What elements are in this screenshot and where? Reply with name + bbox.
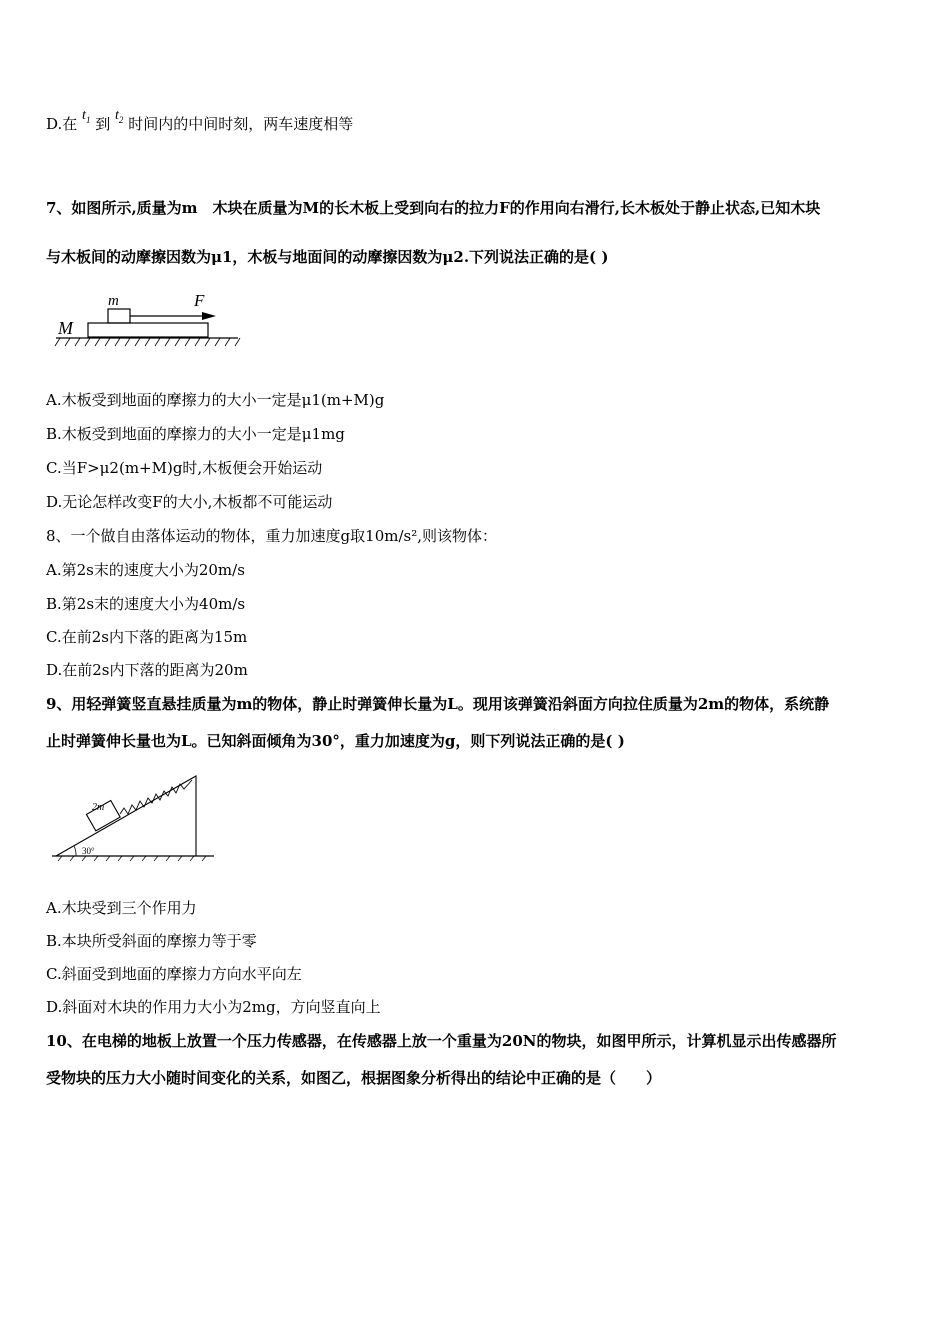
t1-symbol: $t_1$ bbox=[82, 108, 91, 125]
q7-figure-block-on-board bbox=[52, 290, 244, 352]
q9-stem-line1: 9、用轻弹簧竖直悬挂质量为m的物体，静止时弹簧伸长量为L。现用该弹簧沿斜面方向拉住质量为2m的物体，系统静 bbox=[46, 695, 830, 713]
q9-option-d: D.斜面对木块的作用力大小为2mg，方向竖直向上 bbox=[46, 998, 381, 1016]
angle-arc bbox=[74, 846, 76, 856]
spring bbox=[120, 780, 192, 814]
q10-stem-line1: 10、在电梯的地板上放置一个压力传感器，在传感器上放一个重量为20N的物块，如图甲所示，计算机显示出传感器所 bbox=[46, 1032, 837, 1050]
label-2m: 2m bbox=[92, 802, 105, 813]
label-M: M bbox=[58, 318, 73, 338]
q8-option-c: C.在前2s内下落的距离为15m bbox=[46, 628, 248, 646]
q7-option-d: D.无论怎样改变F的大小,木板都不可能运动 bbox=[46, 493, 333, 511]
q9-option-a: A.木块受到三个作用力 bbox=[46, 899, 197, 917]
q6-option-d: D.在 $t_1$ 到 $t_2$ 时间内的中间时刻，两车速度相等 bbox=[46, 108, 354, 133]
ground-hatching bbox=[55, 338, 240, 346]
board-M bbox=[88, 323, 208, 337]
incline-ground-hatching bbox=[58, 856, 206, 861]
q10-stem-line2: 受物块的压力大小随时间变化的关系，如图乙，根据图象分析得出的结论中正确的是（ ） bbox=[46, 1069, 662, 1087]
q8-stem: 8、一个做自由落体运动的物体，重力加速度g取10m/s²,则该物体： bbox=[46, 527, 497, 545]
label-m: m bbox=[108, 293, 119, 309]
q9-figure-incline-spring bbox=[52, 770, 216, 862]
force-arrowhead bbox=[202, 312, 216, 320]
block-m bbox=[108, 309, 130, 323]
q9-stem-line2: 止时弹簧伸长量也为L。已知斜面倾角为30°，重力加速度为g，则下列说法正确的是( ) bbox=[46, 732, 625, 750]
q9-option-b: B.本块所受斜面的摩擦力等于零 bbox=[46, 932, 257, 950]
q9-option-c: C.斜面受到地面的摩擦力方向水平向左 bbox=[46, 965, 302, 983]
q8-option-d: D.在前2s内下落的距离为20m bbox=[46, 661, 248, 679]
q8-option-a: A.第2s末的速度大小为20m/s bbox=[46, 561, 245, 579]
q7-option-b: B.木板受到地面的摩擦力的大小一定是μ1mg bbox=[46, 425, 345, 443]
q7-option-a: A.木板受到地面的摩擦力的大小一定是μ1(m+M)g bbox=[46, 391, 385, 409]
q7-option-c: C.当F>μ2(m+M)g时,木板便会开始运动 bbox=[46, 459, 323, 477]
q7-stem-line2: 与木板间的动摩擦因数为μ1，木板与地面间的动摩擦因数为μ2.下列说法正确的是( ) bbox=[46, 248, 609, 266]
label-30deg: 30° bbox=[82, 846, 95, 856]
label-F: F bbox=[194, 291, 205, 310]
t2-symbol: $t_2$ bbox=[115, 108, 124, 125]
q8-option-b: B.第2s末的速度大小为40m/s bbox=[46, 595, 246, 613]
q7-stem-line1: 7、如图所示,质量为m 木块在质量为M的长木板上受到向右的拉力F的作用向右滑行,长木板处于静止状态,已知木块 bbox=[46, 199, 821, 217]
incline bbox=[56, 776, 196, 856]
